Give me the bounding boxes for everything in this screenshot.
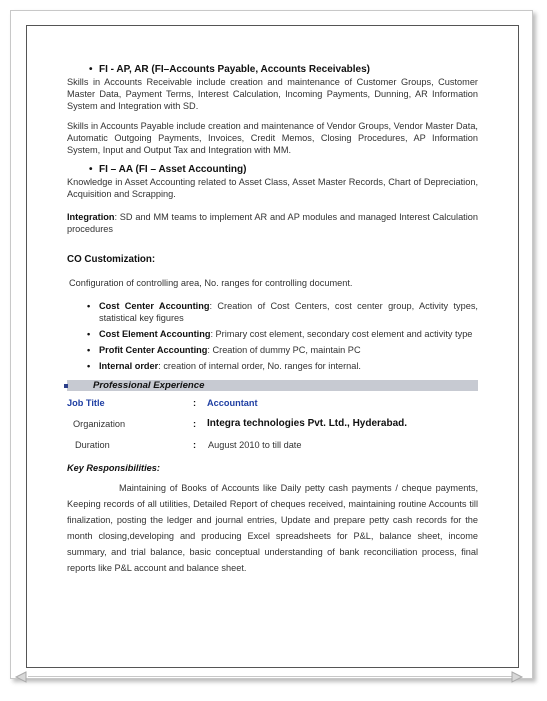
arrow-left-icon[interactable] xyxy=(14,670,28,684)
resume-content xyxy=(67,64,478,576)
integration-paragraph xyxy=(67,211,478,235)
co-item-label: Cost Center Accounting xyxy=(99,301,210,311)
integration-label: Integration xyxy=(67,212,115,222)
key-responsibilities-title: Key Responsibilities: xyxy=(67,463,160,473)
key-responsibilities-text: Maintaining of Books of Accounts like Daily petty cash payments / cheque payments, Keeping records of all utilities, Detailed Report of cheques received, maintaining routine Accounts till finalization, posting the ledger and journal entries, Update and prepare petty cash records for the month closing,developing and producing Excel spreadsheets for P&L, balance sheet, income summary, and trial balance, basic conceptual understanding of bank reconciliation process, final reports like P&L account and balance sheet. xyxy=(67,483,478,573)
professional-experience-bar xyxy=(67,380,478,391)
bottom-divider xyxy=(28,676,512,677)
co-item-label: Profit Center Accounting xyxy=(99,345,208,355)
co-intro: Configuration of controlling area, No. ranges for controlling document. xyxy=(69,278,353,288)
co-item-text: : creation of internal order, No. ranges for internal. xyxy=(158,361,361,371)
co-item-text: : Creation of Cost Centers, cost center group, Activity types, statistical key figures xyxy=(99,301,478,323)
co-item-cost-center xyxy=(67,300,478,324)
fi-aa-heading: • FI – AA (FI – Asset Accounting) xyxy=(67,164,478,176)
co-list xyxy=(67,300,478,372)
organization-value: Integra technologies Pvt. Ltd., Hyderabad. xyxy=(207,418,408,429)
organization-row xyxy=(67,418,478,439)
asset-accounting-paragraph: Knowledge in Asset Accounting related to Asset Class, Asset Master Records, Chart of Depreciation, Acquisition and Scrapping. xyxy=(67,177,478,199)
job-title-label: Job Title xyxy=(67,398,105,408)
duration-label: Duration xyxy=(75,440,110,450)
arrow-right-icon[interactable] xyxy=(510,670,524,684)
professional-experience-title: Professional Experience xyxy=(93,380,205,391)
fi-ap-ar-heading: • FI - AP, AR (FI–Accounts Payable, Accounts Receivables) xyxy=(67,64,478,76)
job-title-row xyxy=(67,397,478,418)
job-title-value: Accountant xyxy=(207,398,258,408)
co-item-label: Cost Element Accounting xyxy=(99,329,211,339)
co-item-text: : Primary cost element, secondary cost element and activity type xyxy=(210,329,473,339)
duration-row xyxy=(67,439,478,460)
ar-skills-paragraph: Skills in Accounts Receivable include creation and maintenance of Customer Groups, Customer Master Data, Payment Terms, Interest Calculation, Incoming Payments, Dunning, AR Information System and Integration with SD. xyxy=(67,77,478,111)
job-title-colon: : xyxy=(193,398,197,408)
organization-label: Organization xyxy=(73,419,126,429)
duration-colon: : xyxy=(193,440,197,450)
co-item-profit-center xyxy=(67,344,478,356)
integration-text: : SD and MM teams to implement AR and AP modules and managed Interest Calculation procedures xyxy=(67,212,478,234)
section-square-icon xyxy=(64,384,68,388)
ap-skills-paragraph: Skills in Accounts Payable include creation and maintenance of Vendor Groups, Vendor Master Data, Automatic Outgoing Payments, Invoices, Credit Memos, Closing Procedures, AP Information System, Input and Output Tax and Integration with MM. xyxy=(67,121,478,155)
co-item-text: : Creation of dummy PC, maintain PC xyxy=(207,345,361,355)
organization-colon: : xyxy=(193,419,197,429)
co-customization-title: CO Customization: xyxy=(67,254,156,265)
co-item-cost-element xyxy=(67,328,478,340)
duration-value: August 2010 to till date xyxy=(208,440,302,450)
co-item-label: Internal order xyxy=(99,361,159,371)
co-item-internal-order xyxy=(67,360,478,372)
